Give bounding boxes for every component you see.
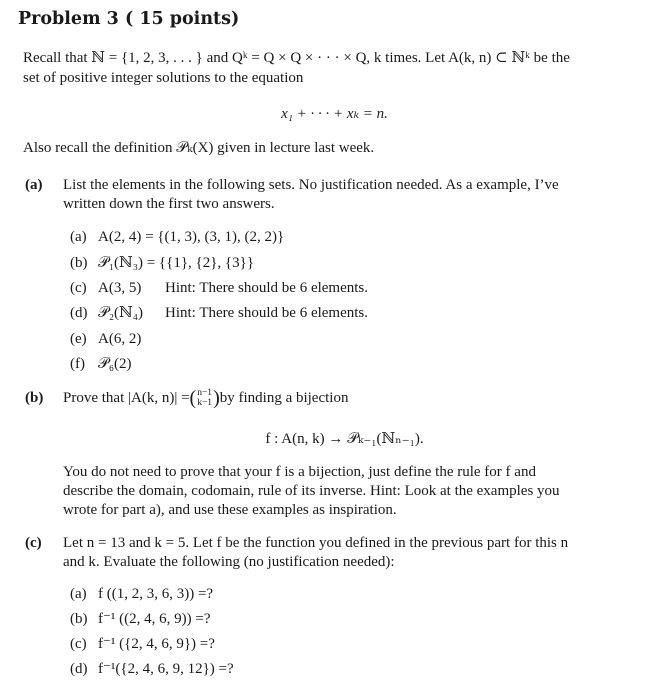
part-a-item-label: (a) <box>70 229 87 245</box>
part-b-para-line-2: describe the domain, codomain, rule of its inverse. Hint: Look at the examples you <box>63 483 560 499</box>
part-c-label: (c) <box>25 535 42 551</box>
part-a-label: (a) <box>25 177 43 193</box>
part-a-item-hint: Hint: There should be 6 elements. <box>165 305 369 321</box>
part-c-item-expr: f ((1, 2, 3, 6, 3)) =? <box>98 586 214 602</box>
problem-title: Problem 3 ( 15 points) <box>18 9 240 29</box>
sum-equation: x₁ + · · · + xₖ = n. <box>281 106 388 122</box>
binom-top: n−1 <box>197 388 213 398</box>
recall-definition-line: Also recall the definition 𝒫ₖ(X) given in lecture last week. <box>23 140 375 156</box>
part-c-item-label: (a) <box>70 586 87 602</box>
intro-line-2: set of positive integer solutions to the equation <box>23 70 304 86</box>
part-a-item-expr: A(2, 4) = {(1, 3), (3, 1), (2, 2)} <box>98 229 285 245</box>
part-a-item-label: (b) <box>70 255 88 271</box>
part-a-item-label: (d) <box>70 305 88 321</box>
part-c-line-1: Let n = 13 and k = 5. Let f be the function you defined in the previous part for this n <box>63 535 569 551</box>
part-a-item-expr: 𝒫₁(ℕ₃) = {{1}, {2}, {3}} <box>98 255 255 271</box>
part-a-item-label: (f) <box>70 356 85 372</box>
part-c-item-expr: f⁻¹ ((2, 4, 6, 9)) =? <box>98 611 211 627</box>
part-b-para-line-3: wrote for part a), and use these examples as inspiration. <box>63 502 397 518</box>
part-a-item-hint: Hint: There should be 6 elements. <box>165 280 369 296</box>
part-a-item-expr: 𝒫₂(ℕ₄) <box>98 305 143 321</box>
binom-bottom: k−1 <box>197 397 213 408</box>
part-a-line-2: written down the first two answers. <box>63 196 275 212</box>
part-a-item-expr: 𝒫₆(2) <box>98 356 132 372</box>
part-a-item-expr: A(3, 5) <box>98 280 142 296</box>
part-a-line-1: List the elements in the following sets. No justification needed. As a example, I’ve <box>63 177 559 193</box>
part-c-item-label: (d) <box>70 661 88 677</box>
bijection-equation: f : A(n, k) → 𝒫ₖ₋₁(ℕₙ₋₁). <box>265 431 424 447</box>
intro-line-1: Recall that ℕ = {1, 2, 3, . . . } and Qᵏ = Q × Q × · · · × Q, k times. Let A(k, n) ⊂ ℕᵏ be the <box>23 50 570 66</box>
binom-open-paren: ( <box>189 387 197 409</box>
part-c-item-expr: f⁻¹ ({2, 4, 6, 9}) =? <box>98 636 215 652</box>
part-b-statement-end: by finding a bijection <box>219 390 349 406</box>
part-c-item-label: (b) <box>70 611 88 627</box>
part-c-line-2: and k. Evaluate the following (no justification needed): <box>63 554 395 570</box>
part-a-item-label: (c) <box>70 280 87 296</box>
binom-close-paren: ) <box>213 387 220 409</box>
part-c-item-expr: f⁻¹({2, 4, 6, 9, 12}) =? <box>98 661 234 677</box>
part-b-line-1 <box>63 389 348 408</box>
part-b-para-line-1: You do not need to prove that your f is a bijection, just define the rule for f and <box>63 464 536 480</box>
part-b-label: (b) <box>25 390 44 406</box>
part-b-statement-start: Prove that |A(k, n)| = <box>63 390 190 406</box>
part-c-item-label: (c) <box>70 636 87 652</box>
part-a-item-label: (e) <box>70 331 87 347</box>
binomial-coefficient <box>197 389 212 408</box>
part-a-item-expr: A(6, 2) <box>98 331 142 347</box>
